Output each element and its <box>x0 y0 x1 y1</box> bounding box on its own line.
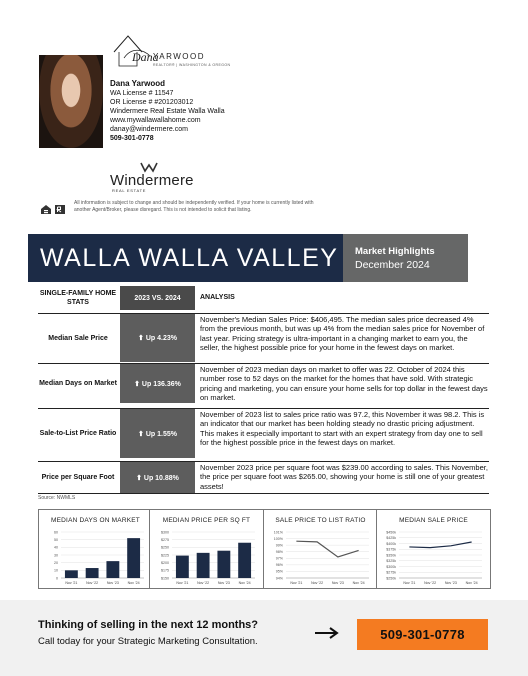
y-tick-label: 95% <box>275 569 283 574</box>
y-tick-label: $250k <box>386 576 396 581</box>
chart-plot <box>264 528 377 588</box>
change-badge: ⬆ Up 136.36% <box>120 364 195 403</box>
footer-subline: Call today for your Strategic Marketing Consultation. <box>38 636 258 647</box>
y-tick-label: 94% <box>275 576 283 581</box>
y-tick-label: 100% <box>273 536 283 541</box>
table-row <box>38 313 489 362</box>
agent-photo <box>39 55 103 148</box>
y-tick-label: $400k <box>386 541 396 546</box>
brokerage: Windermere Real Estate Walla Walla <box>110 108 225 115</box>
change-badge: ⬆ Up 4.23% <box>120 314 195 362</box>
y-tick-label: $225 <box>161 553 169 558</box>
stat-label: Sale-to-List Price Ratio <box>39 430 117 437</box>
bar <box>197 553 210 578</box>
y-tick-label: $250 <box>161 545 169 550</box>
bar <box>86 568 99 578</box>
x-tick-label: Nov '21 <box>176 581 189 585</box>
disclaimer-text: All information is subject to change and should be independently verified. If your home is currently listed with another Agent/Broker, please disregard. This is not intended to solicit that listing. <box>74 200 314 213</box>
x-tick-label: Nov '22 <box>311 581 324 585</box>
y-tick-label: 0 <box>56 576 58 581</box>
windermere-logo-subtitle: REAL ESTATE <box>112 188 147 193</box>
analysis-text: November's Median Sales Price: $406,495. The median sales price decreased 4% from the previous month, but was up 4% from the median sales price for November of last year. Pricing strategy is ultra-important in a changing market to earn you, the seller, the highest possible price for your home in the fewest days on market. <box>200 315 485 353</box>
x-tick-label: Nov '24 <box>127 581 140 585</box>
call-phone-button[interactable]: 509-301-0778 <box>357 619 488 650</box>
wa-license: WA License # 11547 <box>110 90 174 97</box>
x-tick-label: Nov '24 <box>465 581 478 585</box>
y-tick-label: $375k <box>386 547 396 552</box>
y-tick-label: 50 <box>54 537 58 542</box>
agent-website-link[interactable]: www.mywallawallahome.com <box>110 117 201 124</box>
y-tick-label: 40 <box>54 545 58 550</box>
series-line <box>296 541 358 557</box>
footer-headline: Thinking of selling in the next 12 months? <box>38 619 259 631</box>
y-tick-label: $300 <box>161 530 169 535</box>
or-license: OR License # #201203012 <box>110 99 194 106</box>
chart-price-sqft <box>149 509 264 589</box>
bar <box>65 570 78 578</box>
y-tick-label: 101% <box>273 530 283 535</box>
analysis-text: November of 2023 list to sales price ratio was 97.2, this November it was 98.2. This is an indicator that our market has been holding steady no drastic pricing adjustment. This makes it especially important to start with an expert strategy from day one to sell for the highest possible price in the fewest days on market. <box>200 410 485 448</box>
y-tick-label: $300k <box>386 564 396 569</box>
x-tick-label: Nov '21 <box>65 581 78 585</box>
report-date: December 2024 <box>355 259 430 271</box>
chart-median-sale-price <box>376 509 491 589</box>
y-tick-label: $450k <box>386 530 396 535</box>
x-tick-label: Nov '23 <box>217 581 230 585</box>
y-tick-label: 97% <box>275 556 283 561</box>
stat-label: Price per Square Foot <box>41 474 115 481</box>
chart-title: MEDIAN PRICE PER SQ FT <box>162 517 251 524</box>
chart-plot <box>39 528 152 588</box>
x-tick-label: Nov '23 <box>331 581 344 585</box>
y-tick-label: 60 <box>54 530 58 535</box>
y-tick-label: $350k <box>386 553 396 558</box>
agent-email-link[interactable]: danay@windermere.com <box>110 126 188 133</box>
source-note: Source: NWMLS <box>38 495 76 501</box>
market-highlights-label: Market Highlights <box>355 246 435 257</box>
y-tick-label: $325k <box>386 559 396 564</box>
header-comparison: 2023 VS. 2024 <box>120 286 195 310</box>
agent-logo-subtitle: REALTOR® | WASHINGTON & OREGON <box>153 63 231 67</box>
x-tick-label: Nov '21 <box>403 581 416 585</box>
bar <box>217 551 230 578</box>
y-tick-label: $425k <box>386 536 396 541</box>
y-tick-label: $150 <box>161 576 169 581</box>
x-tick-label: Nov '23 <box>444 581 457 585</box>
x-tick-label: Nov '24 <box>352 581 365 585</box>
y-tick-label: 10 <box>54 568 58 573</box>
y-tick-label: 96% <box>275 563 283 568</box>
table-bottom-rule <box>38 493 489 494</box>
x-tick-label: Nov '22 <box>424 581 437 585</box>
bar <box>238 543 251 578</box>
y-tick-label: $275k <box>386 570 396 575</box>
svg-text:Dana: Dana <box>132 50 159 64</box>
chart-plot <box>150 528 263 588</box>
x-tick-label: Nov '23 <box>106 581 119 585</box>
bar <box>176 556 189 578</box>
x-tick-label: Nov '22 <box>197 581 210 585</box>
x-tick-label: Nov '22 <box>86 581 99 585</box>
agent-phone[interactable]: 509-301-0778 <box>110 135 154 142</box>
header-analysis: ANALYSIS <box>200 294 235 301</box>
chart-title: SALE PRICE TO LIST RATIO <box>275 517 366 524</box>
agent-contact-block <box>110 78 225 143</box>
y-tick-label: $200 <box>161 560 169 565</box>
chart-plot <box>377 528 490 588</box>
equal-housing-realtor-icon <box>40 204 68 215</box>
y-tick-label: $175 <box>161 568 169 573</box>
y-tick-label: 20 <box>54 560 58 565</box>
windermere-logo-text: Windermere <box>110 172 194 189</box>
bar <box>106 561 119 578</box>
y-tick-label: 30 <box>54 553 58 558</box>
table-row <box>38 408 489 458</box>
analysis-text: November of 2023 median days on market to offer was 22. October of 2024 this number rose to 52 days on the market for the homes that have sold. With strategic pricing and marketing, you can ensure your home sells for top dollar in the fewest days on market. <box>200 365 488 403</box>
table-row <box>38 363 489 403</box>
chart-sale-to-list <box>263 509 378 589</box>
change-badge: ⬆ Up 1.55% <box>120 409 195 458</box>
stat-label: Median Days on Market <box>39 380 117 387</box>
table-row <box>38 461 489 493</box>
chart-title: MEDIAN SALE PRICE <box>399 517 468 524</box>
arrow-right-icon <box>314 626 340 640</box>
y-tick-label: 98% <box>275 550 283 555</box>
page-title: WALLA WALLA VALLEY <box>40 244 339 272</box>
analysis-text: November 2023 price per square foot was $239.00 according to sales. This November, the price per square foot was $265.00, showing your home is still one of your greatest assets! <box>200 463 488 491</box>
series-line <box>409 542 471 548</box>
chart-title: MEDIAN DAYS ON MARKET <box>51 517 140 524</box>
x-tick-label: Nov '21 <box>290 581 303 585</box>
bar <box>127 538 140 578</box>
agent-logo-text: YARWOOD <box>153 52 205 61</box>
y-tick-label: 99% <box>275 543 283 548</box>
agent-name: Dana Yarwood <box>110 79 165 88</box>
table-header <box>38 286 489 310</box>
x-tick-label: Nov '24 <box>238 581 251 585</box>
stat-label: Median Sale Price <box>48 334 108 342</box>
market-highlights-box <box>343 234 468 282</box>
y-tick-label: $275 <box>161 537 169 542</box>
change-badge: ⬆ Up 10.88% <box>120 462 195 493</box>
header-stat: SINGLE-FAMILY HOME STATS <box>39 290 117 306</box>
chart-median-days <box>38 509 153 589</box>
